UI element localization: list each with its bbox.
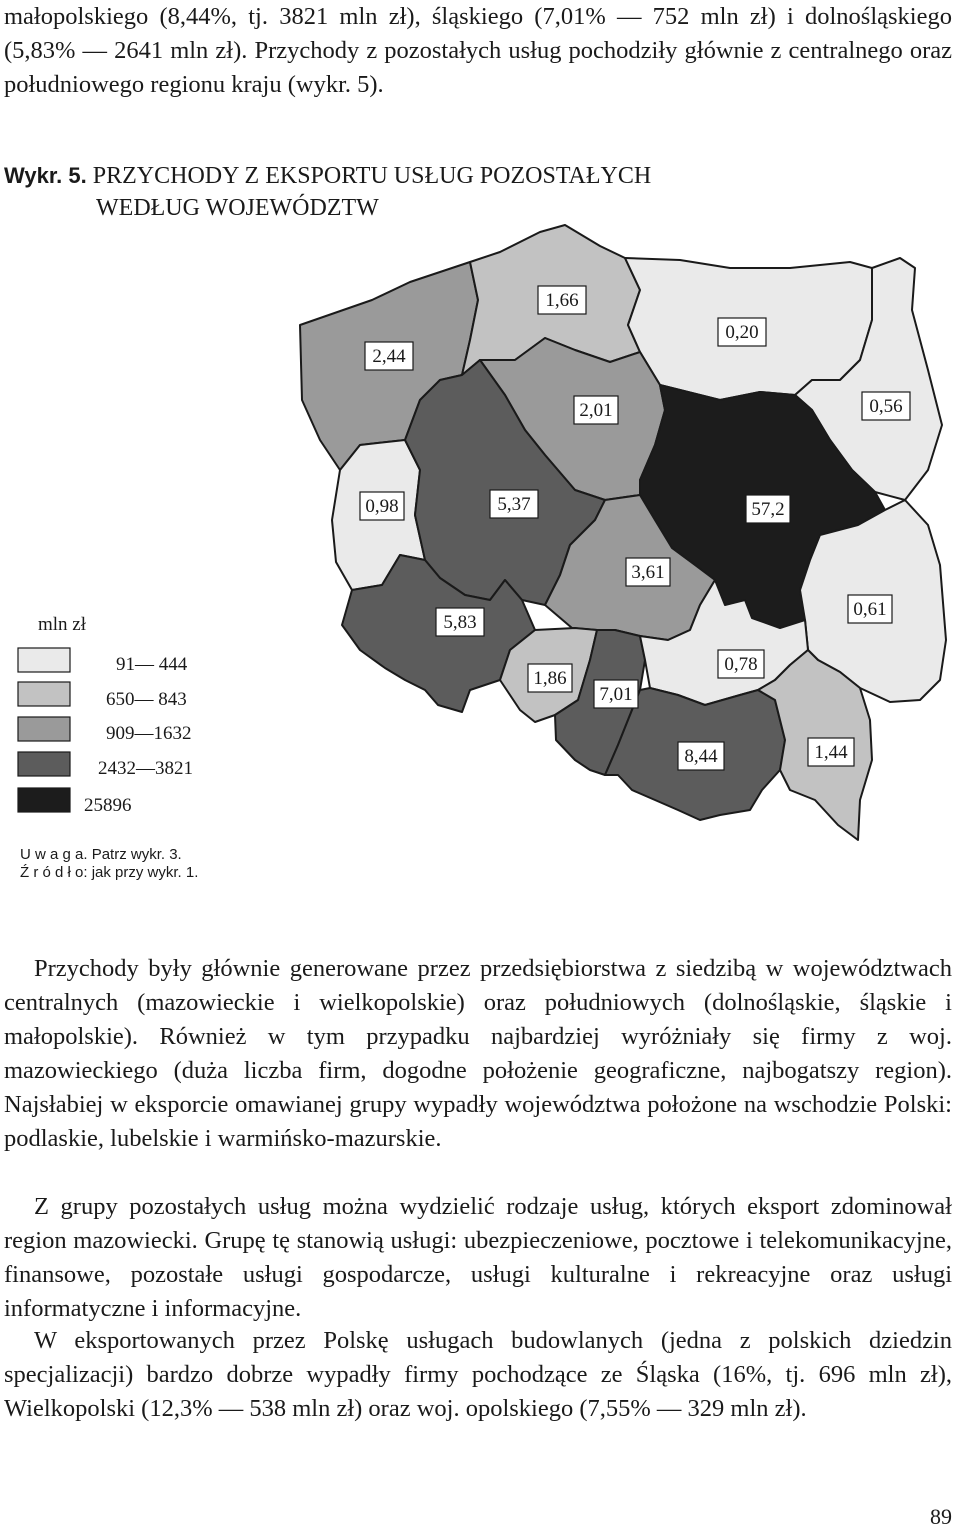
map-legend [18, 614, 193, 816]
figure-title-line2: WEDŁUG WOJEWÓDZTW [96, 195, 379, 221]
value-label-lubuskie: 0,98 [365, 496, 399, 517]
legend-label-3: 909—1632 [106, 723, 192, 744]
value-label-wielkopolskie: 5,37 [497, 494, 531, 515]
value-label-pomorskie: 1,66 [545, 290, 579, 311]
value-label-kujawsko-pomorskie: 2,01 [579, 400, 613, 421]
value-label-warminsko-mazurskie: 0,20 [725, 322, 759, 343]
note-source: Ź r ó d ł o: jak przy wykr. 1. [20, 864, 199, 881]
value-label-malopolskie: 8,44 [684, 746, 718, 767]
legend-label-5: 25896 [84, 795, 132, 816]
paragraph-1: Przychody były głównie generowane przez przedsiębiorstwa z siedzibą w województwach centralnych (mazowieckie i wielkopolskie) oraz południowych (dolnośląskie, śląskie i małopolskie). Również w tym przypadku najbardziej wyróżniały się firmy z woj. mazowieckiego (duża liczba firm, dogodne położenie geograficzne, najbogatszy region). Najsłabiej w eksporcie omawianej grupy wypadły województwa położone na wschodzie Polski: podlaskie, lubelskie i warmińsko-mazurskie. [4, 955, 952, 1152]
note-uwaga: U w a g a. Patrz wykr. 3. [20, 846, 182, 863]
figure-title-line1: PRZYCHODY Z EKSPORTU USŁUG POZOSTAŁYCH [92, 163, 652, 189]
value-label-slaskie: 7,01 [599, 684, 633, 705]
legend-swatch-2 [18, 682, 70, 706]
paragraph-3: W eksportowanych przez Polskę usługach budowlanych (jedna z polskich dziedzin specjalizacji) bardzo dobrze wypadły firmy pochodzące ze Śląska (16%, tj. 696 mln zł), Wielkopolski (12,3% — 538 mln zł) oraz woj. opolskiego (7,55% — 329 mln zł). [4, 1327, 952, 1422]
value-label-opolskie: 1,86 [533, 668, 567, 689]
value-label-zachodniopomorskie: 2,44 [372, 346, 406, 367]
legend-label-2: 650— 843 [106, 689, 187, 710]
value-label-swietokrzyskie: 0,78 [724, 654, 758, 675]
legend-label-4: 2432—3821 [98, 758, 193, 779]
legend-unit: mln zł [38, 614, 87, 635]
value-label-podlaskie: 0,56 [869, 396, 903, 417]
paragraph-2: Z grupy pozostałych usług można wydzielić rodzaje usług, których eksport zdominował region mazowiecki. Grupę tę stanowią usługi: ubezpieczeniowe, pocztowe i telekomunikacyjne, finansowe, pozostałe usługi gospodarcze, usługi kulturalne i rekreacyjne oraz usługi informatyczne i informacyjne. [4, 1193, 952, 1322]
legend-swatch-5 [18, 788, 70, 812]
intro-paragraph: małopolskiego (8,44%, tj. 3821 mln zł), śląskiego (7,01% — 752 mln zł) i dolnośląskiego (5,83% — 2641 mln zł). Przychody z pozostałych usług pochodziły głównie z centralnego oraz południowego regionu kraju (wykr. 5). [4, 3, 952, 98]
value-label-mazowieckie: 57,2 [751, 499, 785, 520]
page-number: 89 [930, 1504, 952, 1529]
legend-swatch-4 [18, 752, 70, 776]
legend-swatch-3 [18, 717, 70, 741]
legend-label-1: 91— 444 [116, 654, 188, 675]
value-label-lubelskie: 0,61 [853, 599, 887, 620]
value-label-lodzkie: 3,61 [631, 562, 665, 583]
legend-swatch-1 [18, 648, 70, 672]
figure-label: Wykr. 5. [4, 163, 87, 188]
value-label-podkarpackie: 1,44 [814, 742, 848, 763]
value-label-dolnoslaskie: 5,83 [443, 612, 477, 633]
